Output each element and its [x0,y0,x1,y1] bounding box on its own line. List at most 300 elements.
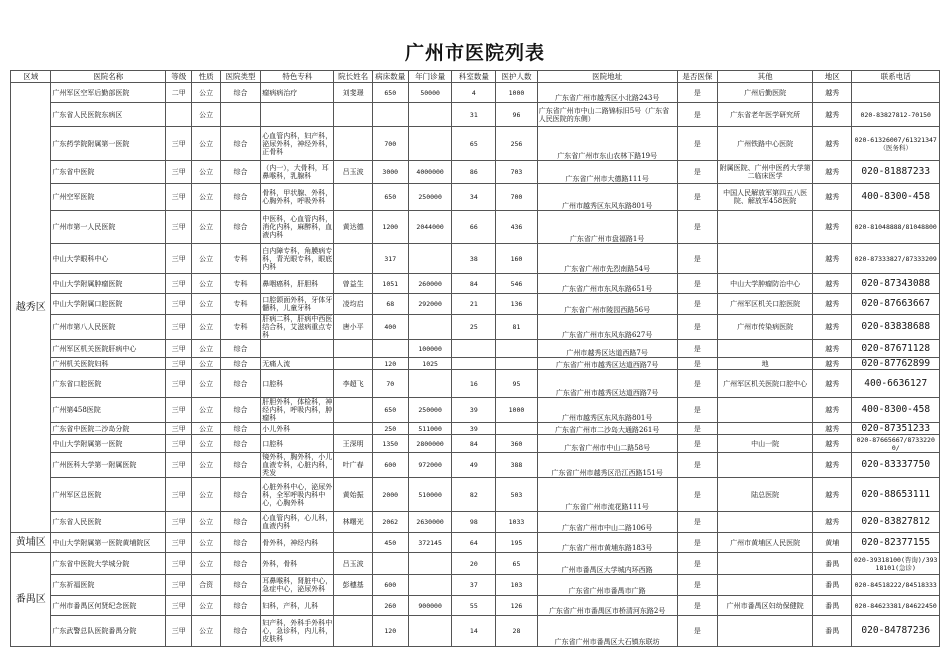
cell-departments [452,340,496,358]
cell-outpatient: 372145 [408,533,452,553]
cell-other: 陆总医院 [718,478,813,512]
cell-level: 三甲 [166,184,192,211]
cell-specialty: 无痛人流 [261,358,334,370]
table-row [11,127,940,161]
cell-address: 广东省广州市黄埔东路183号 [537,533,677,553]
cell-hospital-name: 广州军区空军后勤部医院 [51,83,166,103]
cell-address: 广东省广州市大德路111号 [537,161,677,184]
cell-level: 三甲 [166,211,192,244]
cell-director: 刘斐璟 [334,83,372,103]
cell-area: 越秀 [813,370,852,398]
cell-nature: 公立 [192,553,220,575]
cell-phone: 020-83838688 [852,315,940,340]
cell-area: 越秀 [813,161,852,184]
cell-type: 综合 [220,184,260,211]
cell-hospital-name: 广州市第一人民医院 [51,211,166,244]
cell-hospital-name: 广东武警总队医院番禺分院 [51,616,166,647]
cell-area: 番禺 [813,553,852,575]
cell-phone: 020-84787236 [852,616,940,647]
cell-staff: 388 [496,453,538,478]
cell-outpatient: 2630000 [408,512,452,533]
cell-type: 综合 [220,533,260,553]
cell-departments: 49 [452,453,496,478]
cell-phone: 020-87762899 [852,358,940,370]
cell-address: 广东省广州市东风东路651号 [537,274,677,294]
cell-beds: 650 [372,83,408,103]
cell-beds: 68 [372,294,408,315]
cell-phone: 020-83827812-70150 [852,103,940,127]
cell-level: 三甲 [166,315,192,340]
col-header-director: 院长姓名 [334,71,372,83]
table-row [11,340,940,358]
table-row [11,435,940,453]
cell-other [718,616,813,647]
cell-level: 三甲 [166,435,192,453]
cell-level: 三甲 [166,294,192,315]
cell-phone: 020-82377155 [852,533,940,553]
cell-type: 综合 [220,340,260,358]
cell-address: 广州市越秀区达道西路7号 [537,340,677,358]
cell-departments: 39 [452,423,496,435]
cell-other: 广州军区机关口腔医院 [718,294,813,315]
cell-other: 附属医院、广州中医药大学第二临床医学 [718,161,813,184]
cell-specialty: 妇产科，外科手外科中心，急诊科，内儿科，皮肤科 [261,616,334,647]
cell-level: 三甲 [166,596,192,616]
page-title: 广州市医院列表 [404,42,545,64]
cell-beds [372,340,408,358]
cell-insurance: 是 [677,453,717,478]
cell-staff: 503 [496,478,538,512]
cell-phone: 400-8300-458 [852,398,940,423]
cell-address: 广东省广州市番禺市广路 [537,575,677,596]
cell-type: 综合 [220,358,260,370]
cell-other: 广州市传染病医院 [718,315,813,340]
cell-area: 番禺 [813,575,852,596]
cell-hospital-name: 中山大学附属口腔医院 [51,294,166,315]
col-header-nature: 性质 [192,71,220,83]
cell-specialty: 心脏外科中心，泌尿外科，全军呼吸内科中心，心胸外科 [261,478,334,512]
cell-other: 中山大学肿瘤防治中心 [718,274,813,294]
cell-district: 番禺区 [11,553,51,647]
cell-district: 越秀区 [11,83,51,533]
cell-insurance: 是 [677,512,717,533]
cell-director: 叶广春 [334,453,372,478]
cell-level: 三甲 [166,358,192,370]
table-row [11,478,940,512]
cell-level: 三甲 [166,423,192,435]
cell-area: 越秀 [813,423,852,435]
cell-other [718,211,813,244]
cell-insurance: 是 [677,575,717,596]
cell-address: 广东省广州市越秀区达道西路7号 [537,370,677,398]
cell-beds: 600 [372,575,408,596]
cell-staff: 700 [496,184,538,211]
cell-hospital-name: 广州市番禺区何贤纪念医院 [51,596,166,616]
cell-specialty: 口腔科 [261,370,334,398]
cell-specialty: 鼻咽癌科，肝胆科 [261,274,334,294]
col-header-other: 其他 [718,71,813,83]
cell-beds: 317 [372,244,408,274]
cell-area: 越秀 [813,83,852,103]
cell-departments: 16 [452,370,496,398]
cell-specialty: 镜外科，胸外科，小儿血液专科，心脏内科，秃发 [262,453,333,477]
cell-beds [372,103,408,127]
cell-other [718,512,813,533]
cell-nature: 公立 [192,596,220,616]
cell-specialty: 口腔科 [261,435,334,453]
cell-beds: 2000 [372,478,408,512]
col-header-name: 医院名称 [51,71,166,83]
cell-hospital-name: 广州市第八人民医院 [51,315,166,340]
cell-area: 越秀 [813,244,852,274]
cell-staff: 95 [496,370,538,398]
cell-hospital-name: 广州医科大学第一附属医院 [51,453,166,478]
cell-phone: 020-84518222/84518333 [852,575,940,596]
table-row [11,512,940,533]
cell-area: 越秀 [813,211,852,244]
cell-other: 广州铁路中心医院 [718,127,813,161]
cell-hospital-name: 广东药学院附属第一医院 [51,127,166,161]
cell-address: 广东省广州市越秀区达道西路7号 [537,358,677,370]
cell-area: 越秀 [813,478,852,512]
cell-address: 广州市越秀区东风东路801号 [537,184,677,211]
cell-insurance: 是 [677,315,717,340]
cell-type: 专科 [220,315,260,340]
cell-type: 综合 [220,453,260,478]
table-row [11,274,940,294]
cell-insurance: 是 [677,553,717,575]
cell-departments: 84 [452,435,496,453]
cell-nature: 公立 [192,398,220,423]
cell-area: 越秀 [813,453,852,478]
cell-hospital-name: 广东省口腔医院 [51,370,166,398]
cell-insurance: 是 [677,435,717,453]
cell-hospital-name: 广州机关医院妇科 [51,358,166,370]
cell-other [718,423,813,435]
cell-director [334,616,372,647]
cell-specialty: 骨外科，神经内科 [261,533,334,553]
cell-level: 三甲 [166,553,192,575]
cell-beds: 650 [372,184,408,211]
cell-staff: 1000 [496,83,538,103]
cell-hospital-name: 广州军区机关医院肝病中心 [51,340,166,358]
cell-nature: 公立 [192,478,220,512]
cell-outpatient: 250000 [408,184,452,211]
cell-director [334,184,372,211]
table-row [11,533,940,553]
cell-type: 综合 [220,83,260,103]
cell-staff: 136 [496,294,538,315]
cell-hospital-name: 中山大学附属第一医院 [51,435,166,453]
cell-director: 吕玉波 [334,553,372,575]
table-row [11,83,940,103]
cell-other: 广州市黄埔区人民医院 [718,533,813,553]
col-header-insurance: 是否医保 [677,71,717,83]
cell-district: 黄埔区 [11,533,51,553]
cell-hospital-name: 中山大学附属第一医院黄埔院区 [51,533,166,553]
cell-address: 广东省广州市东风东路627号 [537,315,677,340]
cell-hospital-name: 广州第458医院 [51,398,166,423]
cell-director: 吕玉波 [334,161,372,184]
cell-staff: 96 [496,103,538,127]
cell-staff: 1000 [496,398,538,423]
table-row [11,553,940,575]
cell-specialty: 心血管内科，妇产科，泌尿外科，神经外科，正骨科 [261,127,334,161]
cell-specialty: 外科，骨科 [261,553,334,575]
cell-staff: 546 [496,274,538,294]
cell-area: 越秀 [813,294,852,315]
cell-staff: 195 [496,533,538,553]
cell-beds: 120 [372,616,408,647]
cell-address: 广东省广州市盘福路1号 [537,211,677,244]
cell-hospital-name: 广州军区总医院 [51,478,166,512]
cell-beds: 600 [372,453,408,478]
cell-area: 番禺 [813,616,852,647]
cell-area: 黄埔 [813,533,852,553]
cell-hospital-name: 中山大学眼科中心 [51,244,166,274]
cell-nature: 公立 [192,211,220,244]
cell-level: 三甲 [166,616,192,647]
cell-departments [452,358,496,370]
cell-other: 广州市番禺区妇幼保健院 [718,596,813,616]
cell-level: 三甲 [166,161,192,184]
cell-insurance: 是 [677,211,717,244]
cell-phone: 020-81048888/81048800 [852,211,940,244]
cell-address: 广州市越秀区东风东路801号 [537,398,677,423]
cell-other: 广州军区机关医院口腔中心 [718,370,813,398]
cell-phone: 400-6636127 [852,370,940,398]
cell-address: 广东省广州市流花路111号 [537,478,677,512]
cell-address: 广州市番禺区大学城内环西路 [537,553,677,575]
cell-director [334,398,372,423]
cell-level [166,103,192,127]
cell-hospital-name: 中山大学附属肿瘤医院 [51,274,166,294]
cell-departments: 31 [452,103,496,127]
table-body [11,83,940,647]
cell-insurance: 是 [677,294,717,315]
cell-nature: 公立 [192,294,220,315]
cell-hospital-name: 广东省中医院二沙岛分院 [51,423,166,435]
cell-type: 综合 [220,398,260,423]
cell-nature: 公立 [192,244,220,274]
cell-beds: 3000 [372,161,408,184]
cell-type: 综合 [220,370,260,398]
cell-staff [496,358,538,370]
cell-other [718,398,813,423]
cell-departments: 98 [452,512,496,533]
cell-outpatient: 511000 [408,423,452,435]
cell-type: 综合 [220,211,260,244]
cell-address: 广东省广州市番禺区大石镇东联坊 [537,616,677,647]
cell-outpatient: 900000 [408,596,452,616]
cell-type: 综合 [220,553,260,575]
cell-departments: 20 [452,553,496,575]
table-row [11,616,940,647]
cell-departments: 14 [452,616,496,647]
cell-staff: 256 [496,127,538,161]
cell-director [334,358,372,370]
cell-area: 越秀 [813,512,852,533]
col-header-beds: 病床数量 [372,71,408,83]
cell-insurance: 是 [677,596,717,616]
cell-outpatient [408,103,452,127]
cell-outpatient [408,575,452,596]
table-row [11,184,940,211]
cell-director [334,103,372,127]
cell-level: 三甲 [166,370,192,398]
cell-phone: 020-87351233 [852,423,940,435]
cell-departments: 38 [452,244,496,274]
cell-other [718,453,813,478]
cell-director [334,423,372,435]
cell-specialty: 小儿外科 [261,423,334,435]
cell-beds: 1350 [372,435,408,453]
cell-hospital-name: 广东省人民医院东病区 [51,103,166,127]
table-row [11,453,940,478]
cell-type: 专科 [220,294,260,315]
cell-other: 中山一院 [718,435,813,453]
cell-staff: 126 [496,596,538,616]
cell-insurance: 是 [677,358,717,370]
cell-type: 专科 [220,244,260,274]
cell-phone: 020-81887233 [852,161,940,184]
cell-phone: 020-87671128 [852,340,940,358]
cell-departments: 4 [452,83,496,103]
cell-nature: 公立 [192,127,220,161]
cell-departments: 86 [452,161,496,184]
cell-specialty: 心血管内科，心儿科，血液内科 [261,512,334,533]
cell-outpatient: 292000 [408,294,452,315]
col-header-staff: 医护人数 [496,71,538,83]
cell-director: 黄始振 [334,478,372,512]
cell-staff: 28 [496,616,538,647]
cell-type: 综合 [220,616,260,647]
table-row [11,103,940,127]
cell-staff: 81 [496,315,538,340]
table-row [11,358,940,370]
cell-nature: 公立 [192,533,220,553]
cell-director [334,244,372,274]
cell-outpatient [408,553,452,575]
cell-insurance: 是 [677,478,717,512]
table-row [11,596,940,616]
cell-insurance: 是 [677,127,717,161]
cell-hospital-name: 广东省中医院 [51,161,166,184]
cell-hospital-name: 广东省中医院大学城分院 [51,553,166,575]
cell-departments: 55 [452,596,496,616]
cell-address: 广东省广州市东山农林下路19号 [537,127,677,161]
col-header-district: 区域 [11,71,51,83]
cell-departments: 84 [452,274,496,294]
cell-specialty: 中医科，心血管内科，消化内科，麻醉科，血液内科 [261,211,334,244]
cell-beds: 450 [372,533,408,553]
cell-area: 越秀 [813,358,852,370]
cell-departments: 39 [452,398,496,423]
cell-phone: 020-87333827/87333209 [852,244,940,274]
cell-specialty: 骨科，甲状腺、外科，心胸外科，呼吸外科 [261,184,334,211]
cell-area: 越秀 [813,315,852,340]
header-row [11,71,940,83]
cell-level: 三甲 [166,398,192,423]
cell-specialty: 妇科，产科，儿科 [261,596,334,616]
table-row [11,370,940,398]
cell-phone: 020-61326007/61321347（医务科） [852,127,940,161]
cell-type: 综合 [220,596,260,616]
cell-specialty: 白内障专科，角膜病专科，青光眼专科，眼底内科 [261,244,334,274]
cell-beds: 1051 [372,274,408,294]
cell-specialty: 肝胆外科，体检科，神经内科，呼吸内科，肿瘤科 [262,398,333,422]
cell-level: 三甲 [166,478,192,512]
cell-other [718,244,813,274]
cell-beds: 700 [372,127,408,161]
cell-insurance: 是 [677,244,717,274]
col-header-outpatient: 年门诊量 [408,71,452,83]
cell-type: 综合 [220,423,260,435]
cell-outpatient [408,127,452,161]
cell-area: 越秀 [813,127,852,161]
cell-phone: 020-83337750 [852,453,940,478]
cell-level: 三甲 [166,533,192,553]
cell-outpatient: 1025 [408,358,452,370]
cell-beds: 400 [372,315,408,340]
hospital-table [10,70,940,647]
cell-staff: 360 [496,435,538,453]
cell-address: 广东省广州市先烈南路54号 [537,244,677,274]
cell-departments: 21 [452,294,496,315]
cell-area: 越秀 [813,103,852,127]
cell-staff: 160 [496,244,538,274]
cell-other: 广州后勤医院 [718,83,813,103]
table-row [11,398,940,423]
table-row [11,244,940,274]
col-header-level: 等级 [166,71,192,83]
cell-outpatient: 100000 [408,340,452,358]
cell-other: 地 [718,358,813,370]
cell-director: 彭穗基 [334,575,372,596]
cell-beds: 2062 [372,512,408,533]
cell-address: 广东省广州市中山二路锦标旧5号（广东省人民医院的东侧） [537,103,677,127]
col-header-phone: 联系电话 [852,71,940,83]
cell-staff: 65 [496,553,538,575]
cell-phone: 020-83827812 [852,512,940,533]
cell-outpatient: 972000 [408,453,452,478]
cell-nature: 公立 [192,435,220,453]
cell-specialty: 肝病二科，肝病中西医结合科，艾滋病重点专科 [262,315,333,339]
cell-specialty [261,103,334,127]
cell-specialty: 耳鼻喉科，肾脏中心，急症中心，泌尿外科 [261,575,334,596]
cell-director: 林曙光 [334,512,372,533]
cell-nature: 公立 [192,616,220,647]
cell-other: 广东省老年医学研究所 [718,103,813,127]
table-row [11,423,940,435]
cell-nature: 公立 [192,370,220,398]
cell-level: 三甲 [166,340,192,358]
cell-phone: 020-84623381/84622450 [852,596,940,616]
cell-phone: 400-8300-458 [852,184,940,211]
cell-phone: 020-87665667/87332200/ [852,435,940,453]
cell-specialty: 瘤病病治疗 [261,83,334,103]
cell-insurance: 是 [677,398,717,423]
cell-staff [496,423,538,435]
cell-phone: 020-39318100(咨询)/39318101(急诊) [852,553,940,575]
cell-nature: 公立 [192,184,220,211]
cell-beds: 70 [372,370,408,398]
cell-director: 王深明 [334,435,372,453]
cell-beds [372,553,408,575]
cell-address: 广东省广州市越秀区沿江西路151号 [537,453,677,478]
cell-level: 三甲 [166,512,192,533]
table-row [11,161,940,184]
